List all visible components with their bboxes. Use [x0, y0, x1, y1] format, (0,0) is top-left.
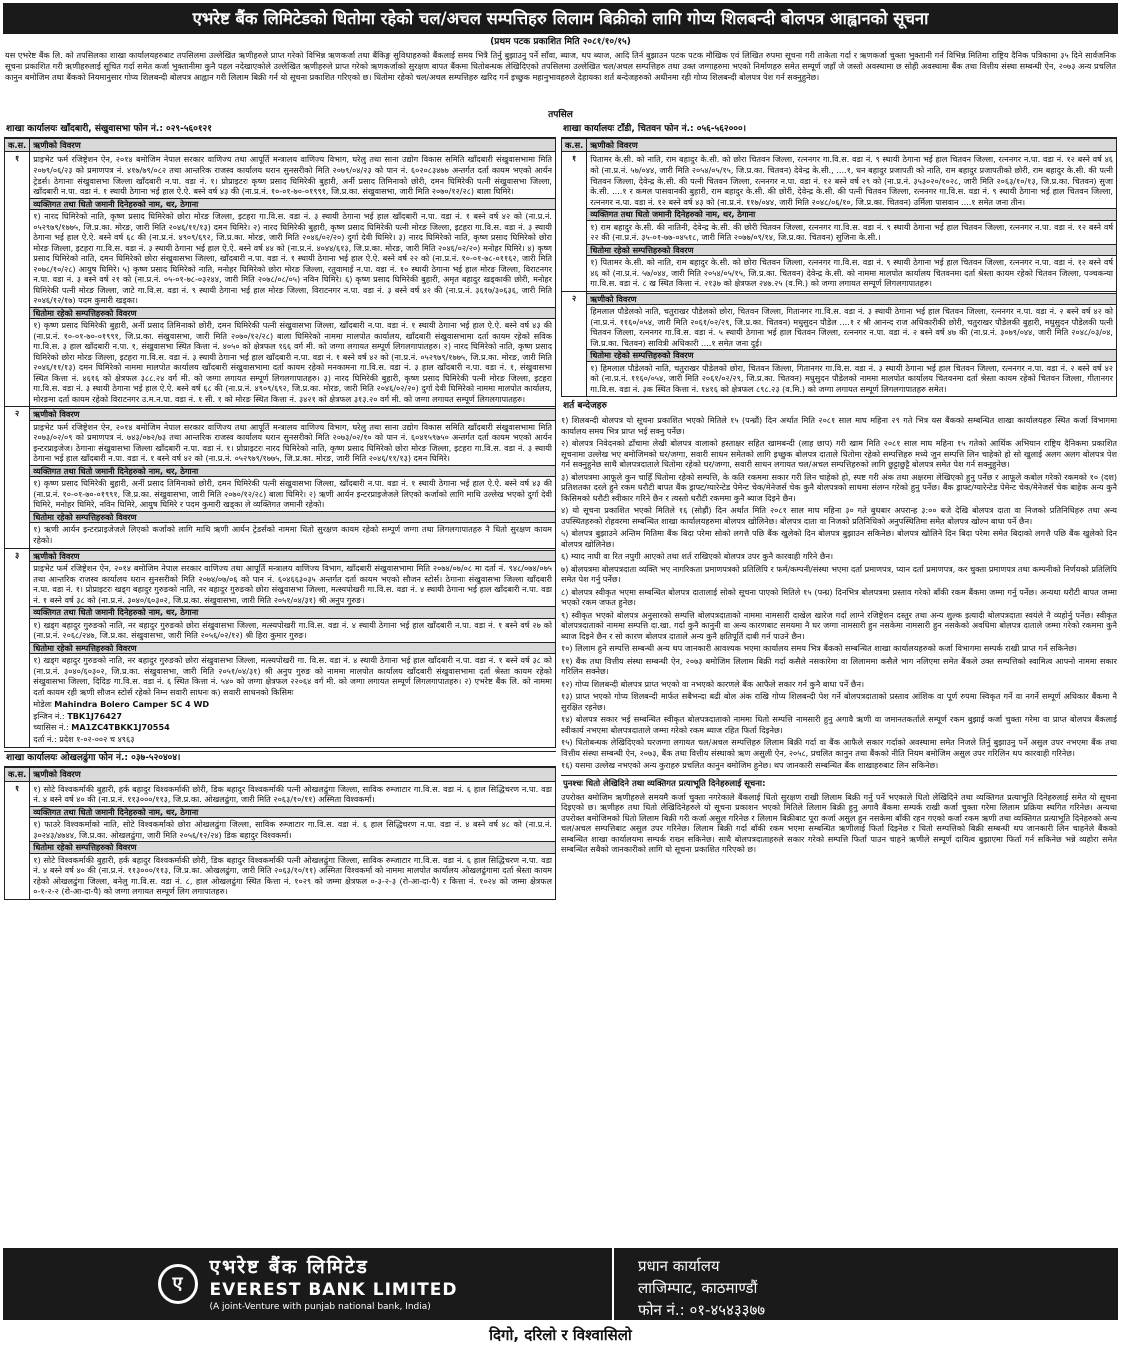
table-row [562, 152, 1117, 291]
vehicle-registration: दर्ता नं.: प्रदेश १-०२-००२ च ४९६३ [33, 733, 135, 744]
term-item: ८) बोलपत्र स्वीकृत भएमा सम्बन्धित बोलपत्र दातालाई सोको सूचना पाएको मितिले १५ (पन्ध्र) दिनभित्र बोलपत्रमा प्रस्ताव गरेको बाँकी रकम बैंकमा जम्मा गर्नु पर्नेछ। अन्यथा धरौटी बापत जम्मा भएको रकम जफत हुनेछ। [561, 586, 1117, 608]
guarantor-detail: १) खड्ग बहादुर गुरुङको नाति, नर बहादुर गुरुङको छोरा संखुवासभा जिल्ला, मत्स्यपोखरी गा.वि.स. वडा नं. ४ स्थायी ठेगाना भई हाल खाँदबारी न.पा. वडा नं. १ बस्ने वर्ष २७ को (ना.प्र.नं. २०६८/२४७, जि.प्र.का. संखुवासभा, जारी मिति २०५६/०२/१२) श्री हिरा कुमार गुरुङ। [33, 619, 552, 641]
vehicle-engine-label: इन्जिन नं.: [33, 710, 65, 721]
entry-number: २ [562, 291, 587, 397]
property-detail: १) कृष्ण प्रसाद घिमिरेकी बुहारी, अर्नी प्रसाद तिमिनाको छोरी, दमन घिमिरेकी पत्नी संखुवासभा जिल्ला, खाँदबारी न.पा. वडा नं. १ स्थायी ठेगाना भई हाल ऐ.ऐ. बस्ने वर्ष ४३ की (ना.प्र.नं. १०-०१-७०-०१९९१, जि.प्र.का. संखुवासभा, जारी मिति २०७०/१२/२८) बाला घिमिरेको नाममा मालपोत कार्यालय, खाँदबारी संखुवासभामा दर्ता कायम रहेको सविक गा.वि.स. ३ हाल खाँदबारी न.पा. १, संखुवासभा स्थित कित्ता नं. ४०५० को क्षेत्रफल १६६ वर्ग मी. को जग्गा लगायत सम्पूर्ण लिगलगापातहरु। २) नारद घिमिरेको नाति, कृष्ण प्रसाद घिमिरेको छोरा मोरङ जिल्ला, इटहरा गा.वि.स. वडा नं. ३ स्थायी ठेगाना भई हाल खाँदबारी न.पा. वडा नं. १ बस्ने वर्ष ४२ को (ना.प्र.नं. ०५२९७९/१७७५, जि.प्र.का. मोरङ, जारी मिति २०४६/११/१३) दमन घिमिरेको नाममा मालपोत कार्यालय खाँदबारी संखुवासभामा दर्ता कायम रहेको मनकामना गा.वि.स. वडा नं. ३ हाल खाँदबारी न.पा. वडा नं. १, संखुवासभा स्थित कित्ता नं. ४६१६ को क्षेत्रफल ३८८.२४ वर्ग मी. को जग्गा लगायत सम्पूर्ण लिगलगापातहरु। ३) नारद घिमिरेकी बुहारी, कृष्ण प्रसाद घिमिरेकी पत्नी मोरङ जिल्ला, इटहरा गा.वि.स. वडा नं. ३ स्थायी ठेगाना भई हाल ऐ.ऐ. बस्ने वर्ष ६८ की (ना.प्र.नं. ४९०९/६९२, जि.प्र.का. मोरङ, जारी मिति २०४६/०२/२०) दुर्गा देवी घिमिरेको नाममा मालपोत कार्यालय, मोरङमा दर्ता कायम रहेको विराटनगर उ.म.न.पा. वडा नं. १ सी. १ को मोरङ स्थित कित्ता नं. ३४२१ को क्षेत्रफल ३१३.२० वर्ग मी. को जग्गा लगायत सम्पूर्ण लिगलगापातहरु। [33, 320, 552, 404]
footer-bar [3, 1248, 1118, 1320]
right-column [561, 123, 1117, 1243]
notice-text: उपरोक्त बमोजिम ऋणीहरुले समयमै कर्जा चुक्ता नगरेकाले बैंकलाई धितो सुरक्षण राखी लिलाम बिक्री गर्नु पर्ने भएकाले धितो लेखिदिने तथा व्यक्तिगत प्रत्याभूति दिनेहरुलाई समेत यो सूचना दिइएको छ। ऋणीहरु तथा धितो लेखिदिनेहरुले यो सूचना प्रकाशन भएको मितिले लिलाम बिक्री हुनु अगावै बैंकमा सम्पर्क राखी कर्जा चुक्ता गरेमा लिलाम प्रक्रिया स्थगित गरिनेछ। अन्यथा उपरोक्त बमोजिमको धितो लिलाम बिक्री गरी कर्जा असुल गरिनेछ र लिलाम बिक्रीबाट पूरा कर्जा असुल हुन नसकेमा बाँकी रहन गएको कर्जा रकम ऋणी तथा व्यक्तिगत प्रत्याभूति दिनेहरुको अन्य चल/अचल सम्पत्तिबाट असुल उपर गरिनेछ। लिलाम बिक्री गर्दा बाँकी रकम भएमा सम्बन्धित ऋणीलाई फिर्ता दिइनेछ र धितो सम्पत्तिको बिक्री सम्बन्धी थप जानकारी लिन चाहनेले बैंकको सम्बन्धित शाखा कार्यालयमा सम्पर्क राख्न सकिनेछ। साथै बोलपत्रदाताहरुले सकार गरेको सम्पत्ति फिर्ता पाउन चाहने ऋणीले सम्पूर्ण दायित्व बुझाएमा फिर्ता गर्न सकिनेछ भन्ने व्यहोरा समेत सम्बन्धित सबैको जानकारीको लागि यो सूचना प्रकाशित गरिएको छ। [561, 791, 1117, 855]
term-item: ११) बैंक तथा वित्तीय संस्था सम्बन्धी ऐन, २०७३ बमोजिम लिलाम बिक्री गर्दा कसैले नसकारेमा वा लिलाममा कसैले भाग नलिएमा समेत बैंकले उक्त सम्पत्तिको स्वामित्व आफ्नो नाममा सकार गरिलिन सक्नेछ। [561, 655, 1117, 677]
bank-name-nepali: एभरेष्ट बैंक लिमिटेड [209, 1255, 369, 1278]
guarantor-heading: व्यक्तिगत तथा धितो जमानी दिनेहरुको नाम, थर, ठेगाना [30, 806, 555, 819]
term-item: १०) लिलाम हुने सम्पत्ति सम्बन्धी अन्य थप जानकारी आवश्यक भएमा कार्यालय समय भित्र बैंकको सम्बन्धित शाखा कार्यालयहरुको कर्जा विभागमा सम्पर्क राखी प्राप्त गर्न सकिनेछ। [561, 643, 1077, 654]
entry-number: १ [5, 781, 30, 899]
bank-branding [3, 1248, 614, 1320]
guarantor-heading: व्यक्तिगत तथा धितो जमानी दिनेहरुको नाम, थर, ठेगाना [30, 198, 555, 211]
intro-paragraph: यस एभरेष्ट बैंक लि. को तपसिलका शाखा कार्यालयहरुबाट तपसिलमा उल्लेखित ऋणीहरुले प्राप्त गरेको विभिन्न ऋणकर्जा तथा बैंकिङ्ग सुविधाहरुको बैंकलाई समय भित्रै तिर्नु बुझाउनु पर्ने साँवा, ब्याज, थप ब्याज, आदि तिर्न बुझाउन पटक पटक मौखिक एवं लिखित रुपमा सूचना गरी ताकेता गर्दा र ऋणकर्जा चुक्ता भुक्तानी गर्न विभिन्न मितिमा राष्ट्रिय दैनिक पत्रिकामा ३५ दिने सार्वजनिक सूचना प्रकाशित गरी ऋणीहरुलाई सूचित गर्दा समेत कर्जा भुक्तानीमा कुनै पहल नदेखाएकोले उल्लेखित ऋणीहरुले प्राप्त गरेको ऋणकर्जाको सुरक्षण बापत बैंकमा धितोबन्धक लेखिदिएको तपसिलमा उल्लेखित चल/अचल सम्पत्तिहरु तथा उक्त जग्गाहरुमा भएको निर्माणहरु समेत सम्पूर्ण जहाँ जे जस्तो अवस्थामा छ सोही अवस्थामा बैंक तथा वित्तीय संस्था सम्बन्धी ऐन, २०७३ अन्य प्रचलित कानुन बमोजिम तथा बैंकको नियमानुसार गोप्य शिलबन्दी बोलपत्र आह्वान गरी लिलाम बिक्री गर्न यो सूचना प्रकाशित गरिएको छ। धितोमा रहेको चल/अचल सम्पत्तिहरु खरिद गर्न इच्छुक महानुभावहरुले देहायका शर्त बन्देजहरुको अधीनमा रही गोप्य शिलबन्दी बोलपत्र पेश गर्न सक्नुहुनेछ। [5, 50, 1116, 82]
entry-detail [30, 407, 556, 548]
head-office-phone: फोन नं.: ०१-४५४३३७७ [638, 1300, 766, 1319]
loan-header: ऋणीको विवरण [30, 138, 556, 152]
loan-detail: प्राइभेट फर्म रजिष्ट्रेशन ऐन, २०१४ बमोजिम नेपाल सरकार वाणिज्य तथा आपूर्ति मन्त्रालय वाणिज्य विभाग, घरेलु तथा साना उद्योग विकास समिति खाँदबारी संखुवासभामा मिति २०७३/०२/०९ को प्रमाणपत्र नं. ७४३/०७२/७३ तथा आन्तरिक राजस्व कार्यालय धरान सुनसरीको मिति २०७३/०२/१० को पान नं. ६०४१५९७५० अन्तर्गत दर्ता कायम भएको आर्यन इन्टरप्राइजेज। ठेगानाः संखुवासभा जिल्ला खाँदबारी न.पा. वडा नं. १। प्रोप्राइटरः नारद घिमिरेको नाति, कृष्ण प्रसाद घिमिरेको छोरा मोरङ जिल्ला, इटहरा गा.वि.स. वडा नं. ३ स्थायी ठेगाना भई हाल खाँदबारी न.पा. वडा नं. १ बस्ने वर्ष ४२ को (ना.प्र.नं. ०५२९७९/१७७५, जि.प्र.का. मोरङ, जारी मिति २०४६/११/१३) दमन घिमिरे। [33, 421, 552, 464]
property-heading: धितोमा रहेको सम्पत्तिहरुको विवरण [587, 349, 1116, 362]
bank-logo-icon: ए [158, 1264, 198, 1304]
sn-header: क.स. [5, 138, 30, 152]
property-heading: धितोमा रहेको सम्पत्तिहरुको विवरण [587, 244, 1116, 257]
term-item: १६) यसमा उल्लेख नभएको अन्य कुराहरु प्रचलित कानुन बमोजिम हुनेछ। थप जानकारी सम्बन्धित बैंक शाखाहरुबाट लिन सकिनेछ। [561, 760, 939, 771]
guarantor-detail: १) कृष्ण प्रसाद घिमिरेकी बुहारी, अर्नी प्रसाद तिमिनाको छोरी, दमन घिमिरेकी पत्नी संखुवासभा जिल्ला, खाँदबारी न.पा. वडा नं. १ स्थायी ठेगाना भई हाल ऐ.ऐ. बस्ने वर्ष ४३ की (ना.प्र.नं. १०-०१-७०-०१९९१, जि.प्र.का. संखुवासभा, जारी मिति २०७०/१२/२८) बाला घिमिरे। २) ऋणी आर्यन इन्टरप्राइजेजले लिएको कर्जाको लागि माथि उल्लेख भएको दुर्गा देवी घिमिरे, मनोहर घिमिरे, नविन घिमिरे, आयुष घिमिरे र पदम कुमारी खड्का ले व्यक्तिगत जमानी रहेको। [33, 478, 552, 510]
property-detail: १) खड्ग बहादुर गुरुङको नाति, नर बहादुर गुरुङको छोरा संखुवासभा जिल्ला, मत्स्यपोखरी गा. वि.स. वडा नं. ४ स्थायी ठेगाना भई हाल खाँदबारी न.पा. वडा नं. १ बस्ने वर्ष ३८ को (ना.प्र.नं. ३०४०/६०३०२, जि.प्र.का. संखुवासभा, जारी मिति २०५१/०४/३१) श्री अनुप गुरुङ को नाममा मालपोत कार्यालय खाँदबारी संखुवासभामा दर्ता श्रेस्ता कायम रहेको संखुवासभा जिल्ला, दिदिङ गा.वि.स. वडा नं. ६ स्थित कित्ता नं. ५४० को जग्गा क्षेत्रफल २२०६४ वर्ग मी. को जग्गा लगायत सम्पूर्ण लिगलगापातहरु। २) एभरेष्ट बैंक लि. को नाममा दर्ता कायम रही ऋणी सौजन स्टोर्स रहेको निम्न सवारी साधनः क) सवारी साधनको किसिमः [33, 655, 552, 697]
loan-heading: ऋणीको विवरण [587, 293, 1116, 306]
vehicle-engine: TBK1J76427 [67, 710, 122, 721]
guarantor-heading: व्यक्तिगत तथा धितो जमानी दिनेहरुको नाम, थर, ठेगाना [587, 208, 1116, 221]
entry-number: ३ [5, 548, 30, 748]
vehicle-model-row [33, 699, 552, 710]
notice-title: एभरेष्ट बैंक लिमिटेडको धितोमा रहेको चल/अचल सम्पत्तिहरु लिलाम बिक्रीको लागि गोप्य शिलबन्दी बोलपत्र आह्वानको सूचना [3, 3, 1118, 34]
terms-heading: शर्त बन्देजहरु [563, 401, 607, 412]
okhaldhunga-table [4, 767, 556, 900]
property-heading: धितोमा रहेको सम्पत्तिहरुको विवरण [30, 511, 555, 524]
entry-number: २ [5, 407, 30, 548]
head-office-label: प्रधान कार्यालय [638, 1257, 720, 1275]
guarantor-heading: व्यक्तिगत तथा धितो जमानी दिनेहरुको नाम, थर, ठेगाना [30, 606, 555, 619]
publish-date: (प्रथम पटक प्रकाशित मिति २०८१/१०/१५) [490, 37, 631, 47]
term-item: १५) धितोबन्धक लेखिदिएको घरजग्गा लगायत चल/अचल सम्पत्तिहरु लिलाम बिक्री गर्दा वा बैंक आफैले सकार गर्दाको अवस्थामा समेत निजले तिर्नु बुझाउनु पर्ने असुल उपर नभएमा बैंक तथा वित्तीय संस्था सम्बन्धी ऐन, २०७३, बैंक तथा वित्तीय संस्थाको ऋण असुली ऐन, २०५८, प्रचलित कानुन तथा बैंकको नीति नियम बमोजिम असुल उपर गरिलिन थप कारवाही गरिनेछ। [561, 737, 1117, 758]
entry-number: १ [562, 152, 587, 291]
table-header-row [5, 138, 556, 152]
bank-name-english: EVEREST BANK LIMITED [209, 1280, 458, 1301]
notice-heading: पुनश्चः धितो लेखिदिने तथा व्यक्तिगत प्रत्याभूति दिनेहरुलाई सूचना: [561, 775, 1117, 791]
loan-header: ऋणीको विवरण [30, 767, 556, 781]
term-item: ९) स्वीकृत भएको बोलपत्र अनुसारको सम्पत्ति बोलपत्रदाताको नाममा नामसारी दाखेल खारेज गर्दा लाग्ने रजिष्ट्रेशन दस्तुर तथा अन्य शुल्क इत्यादी बोलपत्रदाता स्वयंले नै व्यहोर्नु पर्नेछ। स्वीकृत बोलपत्रदाताको नाममा सम्पत्ति दा.खा. गर्दा कुनै कानुनी वा अन्य कारणबाट समयमा नै घर जग्गा नामसारी हुन नसकेमा नामसारी हुन नसकेको अवधिमा बोलपत्र दाताले जम्मा गरेको रकममा कुनै ब्याज दिइने छैन र सो कारण बोलपत्र दाताले अन्य कुनै क्षतिपूर्ति दाबी गर्न पाउने छैन। [561, 609, 1117, 641]
table-row [5, 548, 556, 748]
head-office-block [614, 1248, 1118, 1320]
term-item: २) बोलपत्र निवेदनको ढाँचामा लेखी बोलपत्र वालाको हस्ताक्षर सहित खामबन्दी (लाह छाप) गरी खाम मिति २०८१ साल माघ महिना १५ गतेको आर्थिक अभियान राष्ट्रिय दैनिकमा प्रकाशित सूचनामा उल्लेख भए बमोजिमको घर/जग्गा, सवारी साधन समेतको लागि इच्छुक बोलपत्र दाताले धितोमा रहेको सम्पत्तिहरु मध्ये जुन सम्पत्ति लिन चाहेको हो सो खुलाई अलग अलग बोलपत्र पेश गर्न सक्नुहुनेछ साथै बोलपत्रदाताले धितोमा रहेको घर/जग्गा, सवारी साधन लगायत चल/अचल सम्पत्तिहरुको लागि छुट्टाछुट्टै बोलपत्र समेत पेश गर्न सक्नुहुनेछ। [561, 438, 1117, 470]
branch-khandbari: शाखा कार्यालयः खाँदबारी, संखुवासभा फोन नं.: ०२९-५६०१२१ [4, 123, 556, 138]
loan-detail: १) सोटे विश्वकर्माकी बुहारी, हर्क बहादुर विश्वकर्माकी छोरी, डिक बहादुर विश्वकर्माकी पत्नी ओखलढुंगा जिल्ला, साविक रुम्जाटार गा.वि.स. वडा नं. ६ हाल सिद्धिचरण न.पा. वडा नं. ४ बस्ने वर्ष ४० की (ना.प्र.नं. ११३०००/११३, जि.प्र.का. ओखलढुंगा, जारी मिति २०६३/१०/११) अस्मिता विश्वकर्मा। [33, 783, 552, 805]
property-detail: १) ऋणी आर्यन इन्टरप्राइजेजले लिएको कर्जाको लागि माथि ऋणी आर्यन ट्रेडर्सको नाममा धितो सुरक्षण कायम रहेको सम्पूर्ण जग्गा तथा लिगलगापातहरु नै धितो सुरक्षण कायम रहेको। [33, 524, 552, 545]
entry-detail [587, 152, 1117, 291]
loan-detail: हिमलाल पौडेलको नाति, चतुराखर पौडेलको छोरा, चितवन जिल्ला, गितानगर गा.वि.स. वडा नं. ३ स्थायी ठेगाना भई हाल चितवन जिल्ला, रत्ननगर न.पा. वडा नं. २ बस्ने वर्ष ४२ को (ना.प्र.नं. ११६०/०५४, जारी मिति २०६१/०२/२९, जि.प्र.का. चितवन) मधुसुदन पौडेल ....१ र श्री आनन्द राज अधिकारीकी छोरी, चतुराखर पौडेलकी बुहारी, मधुसुदन पौडेलकी पत्नी चितवन जिल्ला, रत्ननगर गा.वि.स. वडा नं. ५ स्थायी ठेगाना भई हाल चितवन जिल्ला, रत्ननगर न.पा. वडा नं. २ बस्ने वर्ष ४७ की (ना.प्र.नं. ३०७९/०४४, जारी मिति २०४८/०३/०४, जि.प्र.का. चितवन) सावित्री अधिकारी ....१ समेत जना दुई। [590, 306, 1113, 348]
khandbari-table [4, 138, 556, 749]
left-column [4, 123, 556, 1243]
table-row [5, 407, 556, 548]
term-item: १२) गोप्य शिलबन्दी बोलपत्र प्राप्त भएको वा नभएको कारणले बैंक आफैले सकार गर्न कुनै बाधा पर्ने छैन। [561, 678, 865, 689]
loan-heading: ऋणीको विवरण [30, 408, 555, 421]
vehicle-chassis-row [33, 722, 552, 733]
entry-detail [30, 152, 556, 407]
vehicle-details [33, 699, 552, 744]
vehicle-model: Mahindra Bolero Camper SC 4 WD [54, 699, 210, 710]
term-item: ५) बोलपत्र बुझाउने अन्तिम मितिमा बैंक बिदा परेमा सोको लगत्तै पछि बैंक खुलेको दिन बोलपत्र बुझाउन सकिनेछ। बोलपत्र खोलिने दिन बिदा परेमा समेत बिदाको लगत्तै पछि बैंक खुलेको दिन बोलपत्र खोलिनेछ। [561, 528, 1117, 549]
term-item: ७) बोलपत्रमा बोलपत्रदाता व्यक्ति भए नागरिकता प्रमाणपत्रको प्रतिलिपि र फर्म/कम्पनी/संस्था भएमा दर्ता प्रमाणपत्र, प्यान दर्ता प्रमाणपत्र, कर चुक्ता प्रमाणपत्र तथा कम्पनीको निर्णयको प्रतिलिपि समेत पेश गर्नु पर्नेछ। [561, 563, 1117, 585]
table-row [5, 152, 556, 407]
table-row [5, 781, 556, 899]
term-item: १३) प्राप्त भएको गोप्य शिलबन्दी मार्फत सबैभन्दा बढी बोल अंक राखि गोप्य शिलबन्दी पेश गर्ने बोलपत्रदाताको प्रस्ताव आंशिक वा पूर्ण रुपमा स्विकृत गर्ने वा नगर्ने सम्पूर्ण अधिकार बैंकमा नै सुरक्षित रहनेछ। [561, 691, 1117, 712]
vehicle-chassis-label: च्यासिस नं.: [33, 722, 69, 733]
branch-okhaldhunga: शाखा कार्यालयः ओखलढुंगा फोन नं.: ०३७-५२०४०४। [4, 751, 556, 767]
joint-venture-note: (A joint-Venture with punjab national bank, India) [209, 1301, 431, 1312]
guarantor-detail: १) नारद घिमिरेको नाति, कृष्ण प्रसाद घिमिरेको छोरा मोरङ जिल्ला, इटहरा गा.वि.स. वडा नं. ३ स्थायी ठेगाना भई हाल खाँदबारी न.पा. वडा नं. १ बस्ने वर्ष ४२ को (ना.प्र.नं. ०५२९७९/१७७५, जि.प्र.का. मोरङ, जारी मिति २०४६/११/१३) दमन घिमिरे। २) नारद घिमिरेकी बुहारी, कृष्ण प्रसाद घिमिरेकी पत्नी मोरङ जिल्ला, इटहरा गा.वि.स. वडा नं. ३ स्थायी ठेगाना भई हाल ऐ.ऐ. बस्ने वर्ष ६८ की (ना.प्र.नं. ४९०९/६९२, जि.प्र.का. मोरङ, जारी मिति २०४६/०२/२०) दुर्गा देवी घिमिरे। ३) नारद घिमिरेको नाति, कृष्ण प्रसाद घिमिरेको छोरा मोरङ जिल्ला, इटहरा गा.वि.स. वडा नं. ३ स्थायी ठेगाना भई हाल ऐ.ऐ. बस्ने वर्ष ४४ को (ना.प्र.नं. ४०४४/६१३, जि.प्र.का. मोरङ, जारी मिति २०४६/०२/२०) मनोहर घिमिरे। ४) कृष्ण प्रसाद घिमिरेको नाति, दमन घिमिरेको छोरा संखुवासभा जिल्ला, खाँदबारी न.पा. वडा नं. १ स्थायी ठेगाना भई हाल ऐ.ऐ. बस्ने वर्ष २२ को (ना.प्र.नं. १०-०१-७८-०११६२, जारी मिति २०७८/१०/२८) आयुष घिमिरे। ५) कृष्ण प्रसाद घिमिरेको नाति, मनोहर घिमिरेको छोरा मोरङ जिल्ला, रतुवामाई न.पा. वडा नं. १० स्थायी ठेगाना भई हाल मोरङ जिल्ला, विराटनगर न.पा. वडा नं. ३ बस्ने वर्ष २१ को (ना.प्र.नं. ०५-०१-७८-०३२४४, जारी मिति २०७८/०८/०५) नविन घिमिरे। ६) कृष्ण प्रसाद घिमिरेकी बुहारी, अमृत बहादुर खड्काकी छोरी, मनोहर घिमिरेकी पत्नी मोरङ जिल्ला, जाटे गा.वि.स. वडा नं. ९ स्थायी ठेगाना भई हाल मोरङ जिल्ला, विराटनगर न.पा. वडा नं. ३ बस्ने वर्ष ४२ की (ना.प्र.नं. ३६१७/३०६३६, जारी मिति २०४६/१२/१७) पदम कुमारी खड्का। [33, 211, 552, 306]
vehicle-model-label: मोडेलः [33, 699, 52, 710]
schedule-heading: तपसिल [548, 110, 573, 120]
loan-detail: पितामर के.सी. को नाति, राम बहादुर के.सी. को छोरा चितवन जिल्ला, रत्ननगर गा.वि.स. वडा नं. ९ स्थायी ठेगाना भई हाल चितवन जिल्ला, रत्ननगर न.पा. वडा नं. १२ बस्ने वर्ष ४६ को (ना.प्र.नं. ५७/०४४, जारी मिति २०५४/०५/१५, जि.प्र.का. चितवन) देवेन्द्र के.सी., ....१, धन बहादुर प्रजापती को नाति, राम बहादुर प्रजापतीको छोरी, राम बहादुर के.सी. की पत्नी चितवन जिल्ला, देवेन्द्र के.सी. की पत्नी चितवन जिल्ला, रत्ननगर न.पा. वडा नं. १२ बस्ने वर्ष २९ को (ना.प्र.नं. ३५३०२०/१०२८, जारी मिति २०६३/१०/१३, जि.प्र.का. चितवन) सुजा के.सी. ....१ र कमल पासवानकी बुहारी, राम बहादुर के.सी. की छोरी, देवेन्द्र के.सी. की पत्नी चितवन जिल्ला, रत्ननगर गा.वि.स. वडा नं. ९ स्थायी ठेगाना भई हाल चितवन जिल्ला, रत्ननगर न.पा. वडा नं. १२ बस्ने वर्ष ४३ को (ना.प्र.नं. ११७/०४४, जारी मिति २०४८/०६/१०, जि.प्र.का. चितवन) उर्मिला पासवान ....१ समेत जना तीन। [590, 154, 1113, 207]
head-office-address: लाजिम्पाट, काठमाण्डौं [638, 1278, 758, 1297]
entry-number: १ [5, 152, 30, 407]
property-heading: धितोमा रहेको सम्पत्तिहरुको विवरण [30, 841, 555, 854]
guarantor-heading: व्यक्तिगत तथा धितो जमानी दिनेहरुको नाम, थर, ठेगाना [30, 465, 555, 478]
sn-header: क.स. [562, 138, 587, 152]
vehicle-chassis: MA1ZC4TBKK1J70554 [71, 722, 170, 733]
term-item: १) शिलबन्दी बोलपत्र यो सूचना प्रकाशित भएको मितिले १५ (पन्ध्रौं) दिन अर्थात मिति २०८१ साल माघ महिना २९ गते भित्र यस बैंकको सम्बन्धित शाखा कार्यालयहरु स्थित कर्जा विभागमा कार्यालय समय भित्र प्राप्त भई सक्नु पर्नेछ। [561, 414, 1117, 436]
term-item: ४) यो सूचना प्रकाशित भएको मितिले १६ (सोह्रौं) दिन अर्थात मिति २०८१ साल माघ महिना ३० गते बुधबार अपरान्ह ३:०० बजे देखि बोलपत्र दाता वा निजको प्रतिनिधिहरु तथा अन्य उपस्थितहरुको रोहवरमा सम्बन्धित शाखा कार्यालयहरुमा बोलपत्र खोलिनेछ। बोलपत्र दाता वा निजको प्रतिनिधिको अनुपस्थितिमा समेत बोलपत्र खोल्न बाधा पर्ने छैन। [561, 505, 1117, 526]
guarantor-detail: १) फाउरे विश्वकर्माको नाति, सोटे विश्वकर्माको छोरा ओखलढुंगा जिल्ला, साविक रुम्जाटार गा.वि.स. वडा नं. ६ हाल सिद्धिचरण न.पा. वडा नं. ४ बस्ने वर्ष ४८ को (ना.प्र.नं. ३०२४३/४७४४, जि.प्र.का. ओखलढुंगा, जारी मिति २०५६/१२/२४) डिक बहादुर विश्वकर्मा। [33, 819, 552, 840]
entry-detail [30, 548, 556, 748]
entry-detail [30, 781, 556, 899]
branch-tandi: शाखा कार्यालयः टाँडी, चितवन फोन नं.: ०५६-५६२०००। [561, 123, 1117, 138]
property-detail: १) पितामर के.सी. को नाति, राम बहादुर के.सी. को छोरा चितवन जिल्ला, रत्ननगर गा.वि.स. वडा नं. ९ स्थायी ठेगाना भई हाल चितवन जिल्ला, रत्ननगर न.पा. वडा नं. १२ बस्ने वर्ष ४६ को (ना.प्र.नं. ५७/०४४, जारी मिति २०५४/०५/१५, जि.प्र.का. चितवन) देवेन्द्र के.सी. को नाममा मालपोत कार्यालय चितवनमा दर्ता श्रेस्ता कायम रहेको चितवन जिल्ला, पञ्चकन्या गा.वि.स. वडा नं. ८ ख स्थित कित्ता नं. २१३७ को क्षेत्रफल २४७.२५ (व.मि.) को जग्गा लगायत सम्पूर्ण लिगलगापातहरु। [590, 257, 1113, 289]
bank-name-block [210, 1255, 458, 1313]
loan-header: ऋणीको विवरण [587, 138, 1117, 152]
sn-header: क.स. [5, 767, 30, 781]
guarantor-detail: १) राम बहादुर के.सी. की नातिनी, देवेन्द्र के.सी. की छोरी चितवन जिल्ला, रत्ननगर गा.वि.स. वडा नं. ९ स्थायी ठेगाना भई हाल चितवन जिल्ला, रत्ननगर न.पा. वडा नं. १२ बस्ने वर्ष २२ की (ना.प्र.नं. ३५-०१-७७-०४५१८, जारी मिति २०७७/०९/१४, जि.प्र.का. चितवन) सुजिना के.सी.। [590, 221, 1113, 243]
table-row [562, 291, 1117, 397]
term-item: ३) बोलपत्रमा आफूले कुन चाहिँ धितोमा रहेको सम्पत्ति, के कति रकममा सकार गरी लिन चाहेको हो, स्पष्ट गरी अंक तथा अक्षरमा लेखिएको हुनु पर्नेछ र आफूले कबोल गरेको रकमको १० (दश) प्रतिशतका दरले हुने रकम धरौटी बापत बैंक ड्राफ्ट/ग्यारेन्टेड पेमेन्ट चेक/मेनेजर्स चेक कुनै बोलपत्रको साथमा संलग्न गरेको हुनु पर्नेछ। बैंक ड्राफ्ट/ग्यारेन्टेड पेमेन्ट चेक/मेनेजर्स चेक बाहेक अन्य कुनै किसिमको धरौटी स्वीकार गरिने छैन र त्यस्तो धरौटी रकममा कुनै ब्याज दिइने छैन। [561, 471, 1117, 503]
term-item: ६) म्याद नाघी वा रित नपुगी आएको तथा शर्त राखिएको बोलपत्र उपर कुनै कारवाही गरिने छैन। [561, 551, 834, 562]
loan-detail: प्राइभेट फर्म रजिष्ट्रेशन ऐन, २०१४ बमोजिम नेपाल सरकार वाणिज्य तथा आपूर्ति मन्त्रालय वाणिज्य विभाग, खाँदबारी संखुवासभामा मिति २०७४/०७/०८ मा दर्ता नं. ९४८/०७४/०७५ तथा आन्तरिक राजस्व कार्यालय धरान सुनसरीको मिति २०७४/०७/०६ को पान नं. ६०४६६३०३५ अन्तर्गत दर्ता कायम भएको सौजन स्टोर्स। ठेगानाः संखुवासभा जिल्ला खाँदबारी न.पा. वडा नं. १। प्रोप्राइटरः खड्ग बहादुर गुरुङको नाति, नर बहादुर गुरुङको छोरा संखुवासभा जिल्ला, मत्स्यपोखरी गा.वि.स. वडा नं. ४ स्थायी ठेगाना भई हाल खाँदबारी न.पा. वडा नं. १ बस्ने वर्ष ३८ को (ना.प्र.नं. ३०४०/६०३०२, जि.प्र.का. संखुवासभा, जारी मिति २०५१/०४/३१) श्री अनुप गुरुङ। [33, 563, 552, 605]
bank-tagline: दिगो, दरिलो र विश्वासिलो [489, 1326, 632, 1344]
loan-detail: प्राइभेट फर्म रजिष्ट्रेशन ऐन, २०१४ बमोजिम नेपाल सरकार वाणिज्य तथा आपूर्ति मन्त्रालय वाणिज्य विभाग, घरेलु तथा साना उद्योग विकास समिति खाँदबारी संखुवासभामा मिति २०७९/०६/२३ को प्रमाणपत्र नं. ४१७/७९/०८२ तथा आन्तरिक राजस्व कार्यालय धरान सुनसरीको मिति २०७९/०४/२३ को पान नं. ६०२०८३४७७ अन्तर्गत दर्ता कायम भएको आर्यन ट्रेडर्स। ठेगानाः संखुवासभा जिल्ला खाँदबारी न.पा. वडा नं. १। प्रोप्राइटरः कृष्ण प्रसाद घिमिरेकी बुहारी, अर्नी प्रसाद तिमिनाको छोरी, दमन घिमिरेकी पत्नी संखुवासभा जिल्ला, खाँदबारी न.पा. वडा नं. १ स्थायी ठेगाना भई हाल ऐ.ऐ. बस्ने वर्ष ४३ की (ना.प्र.नं. १०-०१-७०-०१९९१, जि.प्र.का. संखुवासभा, जारी मिति २०७०/१२/२८) बाला घिमिरे। [33, 154, 552, 197]
property-detail: १) सोटे विश्वकर्माकी बुहारी, हर्क बहादुर विश्वकर्माकी छोरी, डिक बहादुर विश्वकर्माकी पत्नी ओखलढुंगा जिल्ला, साविक रुम्जाटार गा.वि.स. वडा नं. ६ हाल सिद्धिचरण न.पा. वडा नं. ४ बस्ने वर्ष ४० की (ना.प्र.नं. ११३०००/११३, जि.प्र.का. ओखलढुंगा, जारी मिति २०६३/१०/११) अस्मिता विश्वकर्मा को नाममा मालपोत कार्यालय ओखलढुंगामा दर्ता श्रेस्ता कायम रहेको ओखलढुंगा जिल्ला, बनेलु गा.वि.स. वडा नं. ८, हाल ओखलढुंगा स्थित कित्ता नं. १०२९ को जम्मा क्षेत्रफल ०-३-२-३ (रो-आ-दा-पै) र कित्ता नं. १०२४ को जम्मा क्षेत्रफल ०-१-२-२ (रो-आ-दा-पै) को जग्गा लगायत सम्पूर्ण लिग लगापातहरु। [33, 854, 552, 897]
vehicle-engine-row [33, 711, 552, 722]
terms-list [561, 415, 1117, 771]
term-item: १४) बोलपत्र सकार भई सम्बन्धित स्वीकृत बोलपत्रदाताको नाममा धितो सम्पत्ति नामसारी हुनु अगावै ऋणी वा जमानतकर्ताले सम्पूर्ण रकम बुझाई कर्जा चुक्ता गरेमा वा प्राप्त बोलपत्र बैंकलाई स्वीकार्य नभएमा बोलपत्रदाताले जम्मा गरेको रकम ब्याज रहित फिर्ता दिइनेछ। [561, 714, 1117, 735]
table-header-row [562, 138, 1117, 152]
property-heading: धितोमा रहेको सम्पत्तिहरुको विवरण [30, 307, 555, 320]
tandi-table [561, 138, 1117, 398]
property-detail: १) हिमलाल पौडेलको नाति, चतुराखर पौडेलको छोरा, चितवन जिल्ला, गितानगर गा.वि.स. वडा नं. ३ स्थायी ठेगाना भई हाल चितवन जिल्ला, रत्ननगर न.पा. वडा नं. २ बस्ने वर्ष ४२ को (ना.प्र.नं. ११६०/०५४, जारी मिति २०६१/०२/२९, जि.प्र.का. चितवन) मधुसुदन पौडेलको नाममा मालपोत कार्यालय चितवनमा दर्ता श्रेस्ता कायम रहेको चितवन जिल्ला, गीतानगर गा.वि.स. वडा नं. ३क स्थित कित्ता नं. १४१६ को क्षेत्रफल ८९८.२३ (व.मि.) को जग्गा लगायत सम्पूर्ण लिगलगापातहरु समेत। [590, 362, 1113, 394]
entry-detail [587, 291, 1117, 397]
table-header-row [5, 767, 556, 781]
loan-heading: ऋणीको विवरण [30, 550, 555, 563]
property-heading: धितोमा रहेको सम्पत्तिहरुको विवरण [30, 642, 555, 655]
